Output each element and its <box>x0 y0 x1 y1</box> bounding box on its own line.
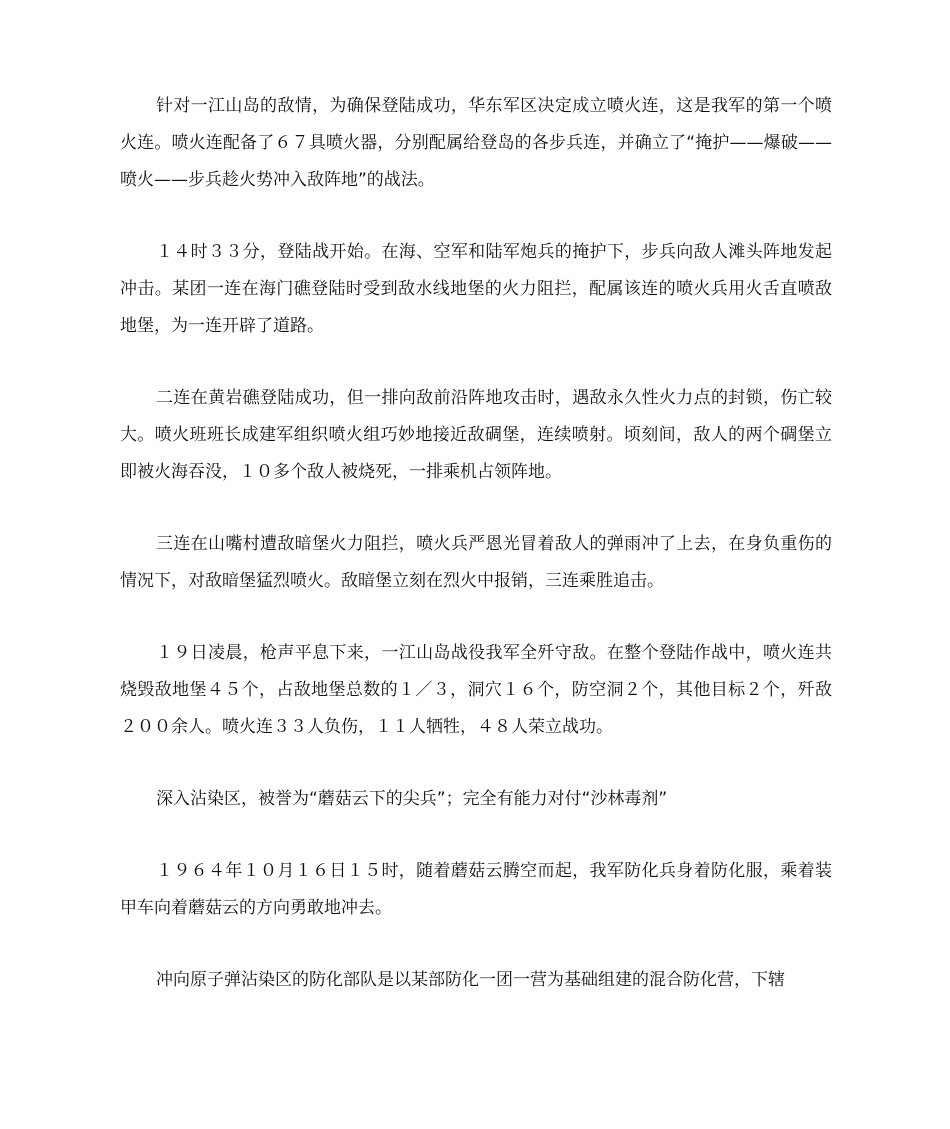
paragraph-subheading: 深入沾染区，被誉为“蘑菇云下的尖兵”；完全有能力对付“沙林毒剂” <box>156 789 668 809</box>
paragraph-landing-begins: １４时３３分，登陆战开始。在海、空军和陆军炮兵的掩护下，步兵向敌人滩头阵地发起冲击。某团一连在海门礁登陆时受到敌水线地堡的火力阻拦，配属该连的喷火兵用火舌直喷敌地堡，为一连开辟了道路。 <box>120 242 832 336</box>
paragraph-battle-results: １９日凌晨，枪声平息下来，一江山岛战役我军全歼守敌。在整个登陆作战中，喷火连共烧毁敌地堡４５个，占敌地堡总数的１／３，洞穴１６个，防空洞２个，其他目标２个，歼敌２００余人。喷火连３３人负伤，１１人牺牲，４８人荣立战功。 <box>120 643 832 737</box>
paragraph-second-company: 二连在黄岩礁登陆成功，但一排向敌前沿阵地攻击时，遇敌永久性火力点的封锁，伤亡较大。喷火班班长成建军组织喷火组巧妙地接近敌碉堡，连续喷射。顷刻间，敌人的两个碉堡立即被火海吞没，１０多个敌人被烧死，一排乘机占领阵地。 <box>120 388 832 482</box>
paragraph-mushroom-cloud: １９６４年１０月１６日１５时，随着蘑菇云腾空而起，我军防化兵身着防化服，乘着装甲车向着蘑菇云的方向勇敢地冲去。 <box>120 861 832 918</box>
paragraph-chemical-defense-unit: 冲向原子弹沾染区的防化部队是以某部防化一团一营为基础组建的混合防化营，下辖 <box>156 970 785 990</box>
paragraph-third-company: 三连在山嘴村遭敌暗堡火力阻拦，喷火兵严恩光冒着敌人的弹雨冲了上去，在身负重伤的情况下，对敌暗堡猛烈喷火。敌暗堡立刻在烈火中报销，三连乘胜追击。 <box>120 534 832 591</box>
document-page <box>120 88 832 1034</box>
paragraph-flamethrower-company: 针对一江山岛的敌情，为确保登陆成功，华东军区决定成立喷火连，这是我军的第一个喷火连。喷火连配备了６７具喷火器，分别配属给登岛的各步兵连，并确立了“掩护——爆破——喷火——步兵趁火势冲入敌阵地”的战法。 <box>120 96 832 190</box>
